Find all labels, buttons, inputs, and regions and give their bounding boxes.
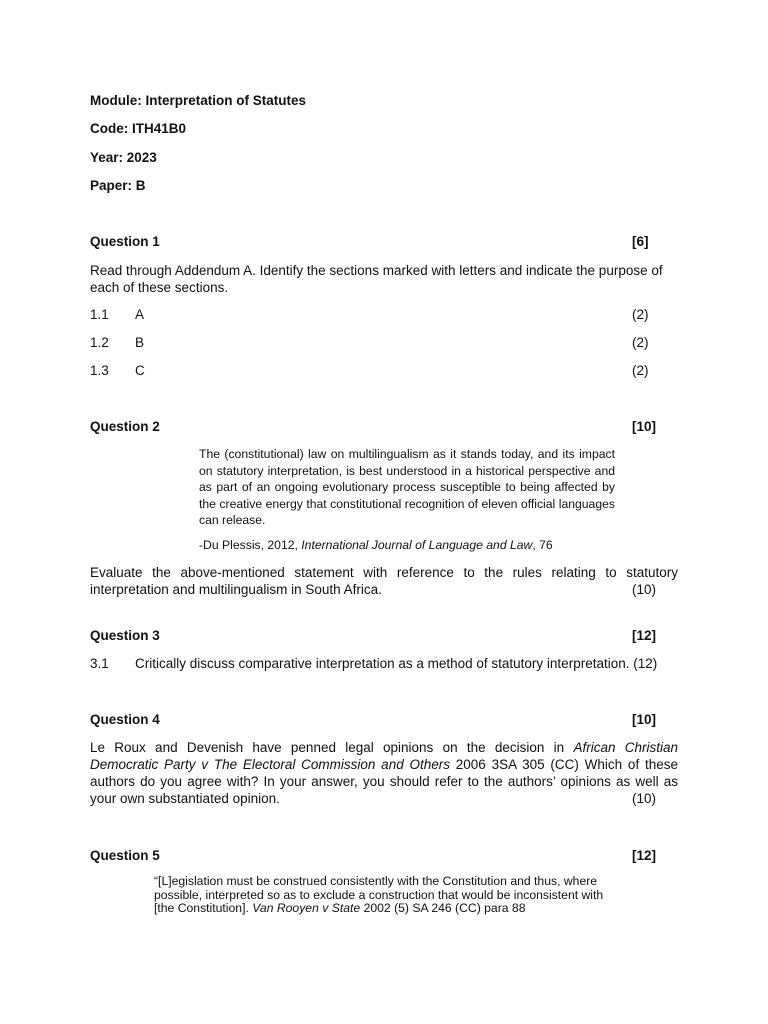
question-4-body-b: 2006 3SA 305 (CC) Which of these authors do you agree with? In your answer, you should refer to the authors’ opinions as well as your own substantiated opinion. bbox=[90, 757, 678, 806]
question-5-quote-a: “[L]egislation must be construed consistently with the Constitution and thus, where possible, interpreted so as to exclude a construction that would be inconsistent with [the Constitution]. bbox=[154, 874, 604, 915]
list-item bbox=[90, 335, 678, 353]
question-4-case: African Christian Democratic Party v The Electoral Commission and Others bbox=[90, 740, 678, 772]
question-5-marks: [12] bbox=[632, 848, 657, 863]
question-2-text-marks: (10) bbox=[632, 582, 657, 597]
item-number: 1.3 bbox=[90, 363, 109, 378]
question-4-text-marks: (10) bbox=[632, 791, 657, 806]
question-2-body: Evaluate the above-mentioned statement with reference to the rules relating to statutory interpretation and multilingualism in South Africa. bbox=[90, 565, 678, 597]
question-2-citation bbox=[199, 537, 615, 554]
question-4-text bbox=[90, 739, 678, 807]
module-line: Module: Interpretation of Statutes bbox=[90, 93, 306, 108]
question-4-marks: [10] bbox=[632, 712, 657, 727]
item-number: 1.2 bbox=[90, 335, 109, 350]
question-1-title: Question 1 bbox=[90, 234, 160, 249]
item-label: B bbox=[135, 335, 145, 350]
item-number: 1.1 bbox=[90, 307, 109, 322]
question-5-quote bbox=[154, 875, 616, 916]
question-1-text: Read through Addendum A. Identify the sections marked with letters and indicate the purpose of each of these sections. bbox=[90, 263, 663, 295]
question-1-marks: [6] bbox=[632, 234, 649, 249]
question-3-marks: [12] bbox=[632, 628, 657, 643]
item-marks: (2) bbox=[632, 335, 649, 350]
item-label: A bbox=[135, 307, 145, 322]
question-2-title: Question 2 bbox=[90, 419, 160, 434]
question-5-title: Question 5 bbox=[90, 848, 160, 863]
list-item bbox=[90, 307, 678, 325]
list-item bbox=[90, 363, 678, 381]
question-2-marks: [10] bbox=[632, 419, 657, 434]
question-5-quote-b: 2002 (5) SA 246 (CC) para 88 bbox=[360, 901, 526, 915]
question-2-text bbox=[90, 564, 678, 598]
question-2-quote: The (constitutional) law on multilingualism as it stands today, and its impact on statutory interpretation, is best understood in a historical perspective and as part of an ongoing evolutionary process susceptible to being affected by the creative energy that constitutional recognition of eleven official languages can release. bbox=[199, 447, 615, 527]
question-3-number: 3.1 bbox=[90, 656, 109, 671]
year-line: Year: 2023 bbox=[90, 150, 157, 165]
question-4-body-a: Le Roux and Devenish have penned legal opinions on the decision in bbox=[90, 740, 574, 755]
citation-author: -Du Plessis, 2012, bbox=[199, 538, 302, 552]
question-3-title: Question 3 bbox=[90, 628, 160, 643]
item-label: C bbox=[135, 363, 145, 378]
code-line: Code: ITH41B0 bbox=[90, 121, 187, 136]
question-4-title: Question 4 bbox=[90, 712, 160, 727]
question-3-text: Critically discuss comparative interpretation as a method of statutory interpretation. (12) bbox=[135, 656, 658, 671]
citation-journal: International Journal of Language and Law bbox=[301, 538, 533, 552]
item-marks: (2) bbox=[632, 363, 649, 378]
item-marks: (2) bbox=[632, 307, 649, 322]
question-5-case: Van Rooyen v State bbox=[252, 901, 361, 915]
paper-line: Paper: B bbox=[90, 178, 146, 193]
citation-page: , 76 bbox=[532, 538, 553, 552]
